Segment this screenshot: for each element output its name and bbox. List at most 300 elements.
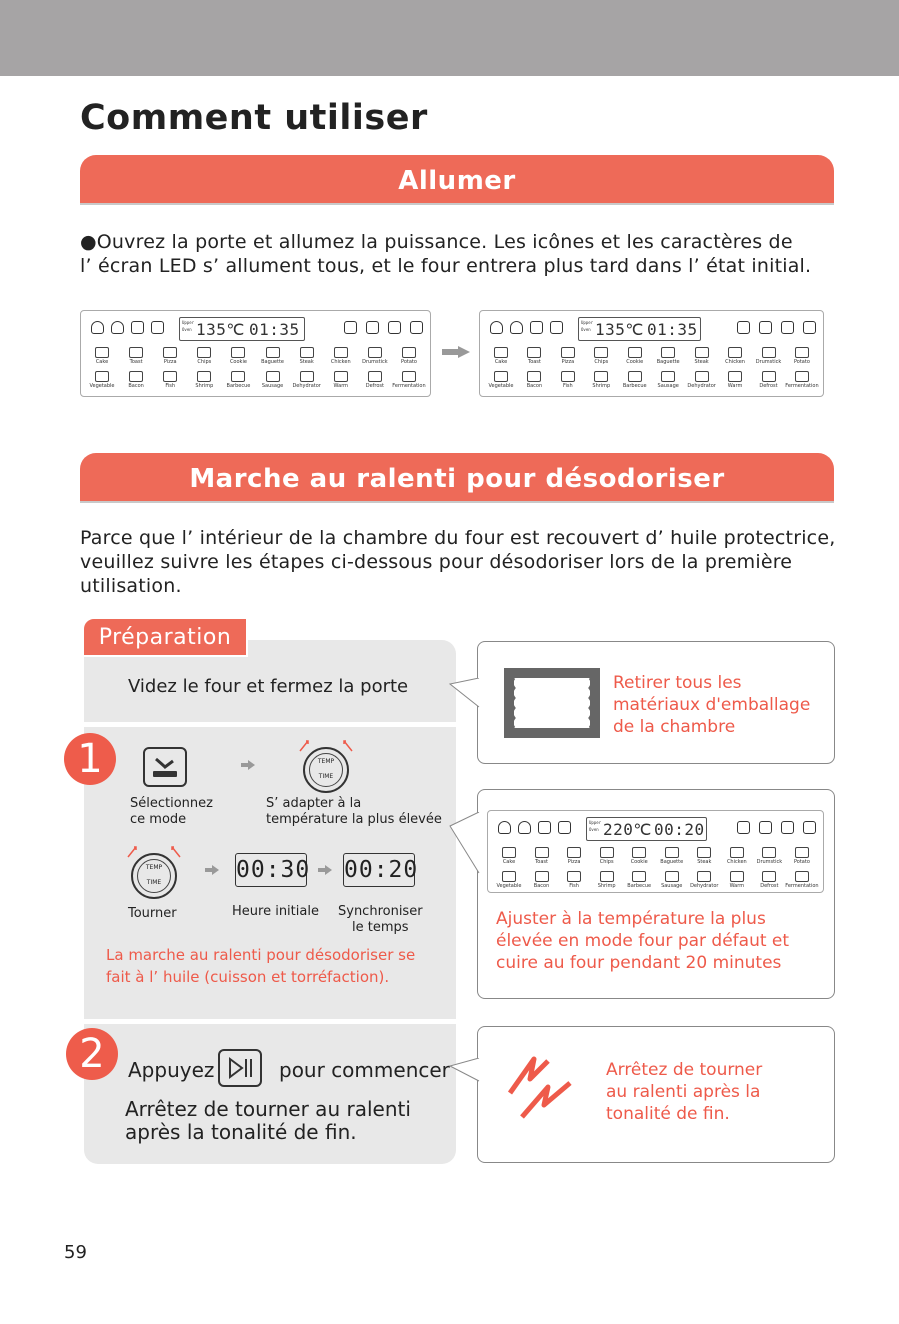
panel-food-item — [653, 347, 683, 365]
preparation-tag: Préparation — [82, 617, 248, 657]
section-banner-allumer: Allumer — [80, 155, 834, 205]
panel-food-item — [787, 347, 817, 365]
panel-mode-button — [530, 321, 543, 334]
food-icon — [695, 371, 709, 382]
panel-food-item — [292, 347, 322, 365]
panel-food-item — [223, 347, 253, 365]
food-label: Potato — [401, 359, 417, 365]
food-label: Fish — [563, 383, 573, 389]
sync-time-label — [338, 904, 423, 936]
bake-mode-icon — [143, 747, 187, 787]
panel-food-item — [722, 847, 752, 865]
food-icon — [561, 347, 575, 358]
panel-icon-row — [486, 347, 817, 365]
press-label: Appuyez — [128, 1058, 215, 1082]
panel-food-item — [722, 871, 752, 889]
food-icon — [762, 371, 776, 382]
panel-function-button — [803, 821, 816, 834]
food-label: Fermentation — [785, 883, 819, 889]
food-icon — [795, 371, 809, 382]
food-icon — [494, 371, 508, 382]
page-number: 59 — [64, 1242, 87, 1263]
food-icon — [661, 371, 675, 382]
select-mode-line2: ce mode — [130, 812, 187, 827]
food-label: Dehydrator — [687, 383, 716, 389]
panel-icon-row — [87, 347, 424, 365]
callout-pointer — [448, 1058, 480, 1082]
food-label: Pizza — [567, 859, 581, 865]
food-label: Toast — [535, 859, 548, 865]
control-panel-initial — [479, 310, 824, 397]
food-label: Bacon — [533, 883, 550, 889]
step1-card-text — [496, 908, 789, 974]
food-label: Bacon — [526, 383, 543, 389]
panel-function-button — [759, 321, 772, 334]
food-icon — [197, 347, 211, 358]
food-label: Baguette — [656, 359, 680, 365]
adapt-temp-line1: S’ adapter à la — [266, 796, 362, 811]
food-icon — [695, 347, 709, 358]
food-icon — [502, 871, 516, 882]
panel-oven-label: Oven — [581, 327, 591, 332]
food-icon — [231, 371, 245, 382]
panel-food-item — [720, 371, 750, 389]
food-icon — [561, 371, 575, 382]
panel-food-item — [553, 371, 583, 389]
step2-stop-line2: après la tonalité de fin. — [125, 1120, 357, 1144]
food-icon — [567, 871, 581, 882]
to-start-label: pour commencer — [279, 1058, 450, 1082]
temp-time-knob — [303, 747, 349, 793]
step2-card-line2: au ralenti après la — [606, 1082, 761, 1102]
panel-function-button — [737, 321, 750, 334]
panel-function-button — [737, 821, 750, 834]
food-icon — [665, 871, 679, 882]
food-label: Potato — [793, 359, 810, 365]
food-label: Chicken — [330, 359, 351, 365]
panel-food-item — [689, 847, 719, 865]
step1-card-line2: élevée en mode four par défaut et — [496, 931, 790, 951]
panel-food-item — [624, 847, 654, 865]
food-icon — [95, 347, 109, 358]
sync-time-line2: le temps — [352, 920, 409, 935]
step2-card-line3: tonalité de fin. — [606, 1104, 730, 1124]
panel-function-button — [410, 321, 423, 334]
food-label: Dehydrator — [292, 383, 321, 389]
step1-note-line1: La marche au ralenti pour désodoriser se — [106, 946, 416, 964]
food-icon — [594, 371, 608, 382]
food-label: Pizza — [561, 359, 575, 365]
step2-card-line1: Arrêtez de tourner — [606, 1060, 763, 1080]
food-label: Drumstick — [756, 859, 783, 865]
panel-food-item — [394, 347, 424, 365]
food-label: Shrimp — [195, 383, 214, 389]
food-icon — [795, 347, 809, 358]
panel-mode-button — [558, 821, 571, 834]
panel-time-readout: 00:20 — [654, 820, 705, 839]
arrow-right-icon — [205, 865, 219, 875]
panel-display-row — [494, 817, 817, 841]
panel-food-item — [657, 847, 687, 865]
panel-lcd — [179, 317, 305, 341]
panel-function-button — [366, 321, 379, 334]
panel-function-button — [803, 321, 816, 334]
sound-alert-icon — [504, 1053, 588, 1123]
food-label: Chicken — [726, 859, 747, 865]
preparation-card-line1: Retirer tous les — [613, 673, 742, 693]
panel-upper-label: Upper — [589, 820, 602, 825]
food-label: Barbecue — [622, 383, 647, 389]
panel-food-item — [292, 371, 322, 389]
food-icon — [697, 871, 711, 882]
panel-display-row — [486, 317, 817, 341]
food-icon — [535, 871, 549, 882]
panel-food-item — [592, 871, 622, 889]
food-label: Cake — [502, 859, 516, 865]
food-icon — [231, 347, 245, 358]
panel-food-item — [787, 371, 817, 389]
food-label: Toast — [527, 359, 541, 365]
panel-food-item — [624, 871, 654, 889]
knob-temp-label: TEMP — [145, 864, 163, 871]
food-label: Chips — [594, 359, 609, 365]
panel-food-item — [787, 847, 817, 865]
step2-card — [477, 1026, 835, 1163]
panel-food-item — [754, 871, 784, 889]
food-label: Barbecue — [627, 883, 652, 889]
food-icon — [502, 847, 516, 858]
food-icon — [402, 347, 416, 358]
ralenti-text-line1: Parce que l’ intérieur de la chambre du four est recouvert d’ huile protectrice, — [80, 527, 836, 549]
panel-icon-row — [87, 371, 424, 389]
panel-mode-button — [131, 321, 144, 334]
ralenti-text — [80, 526, 840, 598]
panel-time-readout: 01:35 — [249, 320, 300, 339]
panel-icon-row — [494, 871, 817, 889]
panel-icon-row — [494, 847, 817, 865]
knob-time-label: TIME — [318, 773, 334, 780]
food-label: Chips — [599, 859, 614, 865]
panel-upper-label: Upper — [182, 320, 195, 325]
panel-food-item — [486, 371, 516, 389]
food-label: Sausage — [261, 383, 284, 389]
food-icon — [795, 847, 809, 858]
panel-food-item — [494, 847, 524, 865]
food-label: Defrost — [760, 883, 779, 889]
food-icon — [632, 847, 646, 858]
food-label: Cake — [95, 359, 109, 365]
panel-food-item — [87, 371, 117, 389]
panel-food-item — [754, 371, 784, 389]
step1-card-line3: cuire au four pendant 20 minutes — [496, 953, 782, 973]
food-label: Warm — [727, 383, 743, 389]
panel-function-button — [759, 821, 772, 834]
food-label: Fermentation — [785, 383, 819, 389]
food-icon — [730, 847, 744, 858]
preparation-card — [477, 641, 835, 764]
food-label: Dehydrator — [690, 883, 719, 889]
food-label: Defrost — [759, 383, 778, 389]
food-label: Shrimp — [597, 883, 616, 889]
rotate-arrows-icon — [296, 739, 356, 753]
panel-food-item — [754, 347, 784, 365]
food-icon — [567, 847, 581, 858]
panel-food-item — [258, 371, 288, 389]
panel-mode-button — [490, 321, 503, 334]
adapt-temp-label — [266, 796, 442, 828]
food-icon — [594, 347, 608, 358]
step1-card-line1: Ajuster à la température la plus — [496, 909, 766, 929]
step2-card-text — [606, 1059, 762, 1125]
select-mode-line1: Sélectionnez — [130, 796, 213, 811]
step2-stop-text — [125, 1098, 411, 1144]
food-icon — [334, 371, 348, 382]
panel-food-item — [586, 371, 616, 389]
food-icon — [762, 347, 776, 358]
panel-food-item — [592, 847, 622, 865]
food-label: Sausage — [657, 383, 679, 389]
panel-food-item — [326, 347, 356, 365]
panel-mode-button — [91, 321, 104, 334]
panel-food-item — [689, 871, 719, 889]
food-label: Baguette — [261, 359, 284, 365]
food-label: Pizza — [163, 359, 177, 365]
panel-function-button — [388, 321, 401, 334]
panel-upper-label: Upper — [581, 320, 594, 325]
food-label: Toast — [129, 359, 143, 365]
panel-food-item — [326, 371, 356, 389]
panel-food-item — [189, 347, 219, 365]
section-banner-ralenti: Marche au ralenti pour désodoriser — [80, 453, 834, 503]
panel-food-item — [620, 347, 650, 365]
food-label: Steak — [697, 859, 712, 865]
callout-pointer — [448, 812, 480, 874]
food-label: Chips — [197, 359, 212, 365]
panel-function-button — [781, 321, 794, 334]
food-icon — [661, 347, 675, 358]
food-label: Cookie — [626, 359, 644, 365]
food-icon — [665, 847, 679, 858]
panel-temp-readout: 220℃ — [603, 820, 652, 839]
panel-food-item — [121, 371, 151, 389]
panel-food-item — [687, 371, 717, 389]
food-label: Baguette — [660, 859, 684, 865]
panel-mode-button — [111, 321, 124, 334]
food-icon — [129, 347, 143, 358]
food-label: Potato — [793, 859, 810, 865]
panel-time-readout: 01:35 — [647, 320, 698, 339]
food-icon — [197, 371, 211, 382]
knob-temp-label: TEMP — [317, 758, 335, 765]
food-icon — [300, 371, 314, 382]
preparation-card-text — [613, 672, 810, 738]
food-label: Vegetable — [89, 383, 115, 389]
callout-pointer — [448, 678, 480, 708]
food-label: Steak — [694, 359, 709, 365]
panel-food-item — [519, 371, 549, 389]
ralenti-text-line3: utilisation. — [80, 575, 182, 597]
step1-card — [477, 789, 835, 999]
control-panel-set — [487, 810, 824, 893]
initial-time-display: 00:30 — [235, 853, 307, 887]
food-icon — [728, 371, 742, 382]
panel-food-item — [394, 371, 424, 389]
temp-time-knob-turn — [131, 853, 177, 899]
panel-temp-readout: 135℃ — [595, 320, 644, 339]
panel-food-item — [155, 371, 185, 389]
panel-mode-button — [538, 821, 551, 834]
step1-note — [106, 944, 415, 988]
food-label: Fermentation — [392, 383, 426, 389]
food-label: Cookie — [229, 359, 247, 365]
panel-food-item — [527, 871, 557, 889]
food-icon — [600, 847, 614, 858]
food-label: Steak — [299, 359, 314, 365]
panel-food-item — [258, 347, 288, 365]
food-icon — [494, 347, 508, 358]
panel-function-button — [344, 321, 357, 334]
food-label: Barbecue — [226, 383, 251, 389]
panel-oven-label: Oven — [182, 327, 192, 332]
food-icon — [628, 347, 642, 358]
start-pause-button-icon — [218, 1049, 262, 1087]
panel-food-item — [653, 371, 683, 389]
food-label: Warm — [729, 883, 745, 889]
panel-food-item — [787, 871, 817, 889]
panel-lcd — [586, 817, 707, 841]
panel-food-item — [223, 371, 253, 389]
food-icon — [728, 347, 742, 358]
panel-food-item — [494, 871, 524, 889]
food-icon — [762, 847, 776, 858]
step1-number: 1 — [64, 733, 116, 785]
food-label: Vegetable — [488, 383, 514, 389]
arrow-right-icon — [442, 346, 470, 358]
panel-mode-button — [510, 321, 523, 334]
arrow-right-icon — [241, 760, 255, 770]
panel-food-item — [360, 371, 390, 389]
food-label: Drumstick — [362, 359, 388, 365]
panel-food-item — [657, 871, 687, 889]
food-icon — [300, 347, 314, 358]
panel-food-item — [360, 347, 390, 365]
preparation-instruction: Videz le four et fermez la porte — [128, 676, 409, 697]
food-icon — [628, 371, 642, 382]
panel-food-item — [189, 371, 219, 389]
sync-time-display: 00:20 — [343, 853, 415, 887]
ralenti-text-line2: veuillez suivre les étapes ci-dessous pour désodoriser lors de la première — [80, 551, 793, 573]
sync-time-line1: Synchroniser — [338, 904, 423, 919]
panel-food-item — [559, 847, 589, 865]
header-bar — [0, 0, 899, 76]
step2-number: 2 — [66, 1028, 118, 1080]
food-icon — [95, 371, 109, 382]
food-icon — [368, 347, 382, 358]
allumer-text-line1: ●Ouvrez la porte et allumez la puissance. Les icônes et les caractères de — [80, 231, 793, 253]
food-icon — [535, 847, 549, 858]
panel-function-button — [781, 821, 794, 834]
food-icon — [163, 347, 177, 358]
panel-food-item — [87, 347, 117, 365]
food-icon — [730, 871, 744, 882]
food-label: Warm — [333, 383, 349, 389]
panel-mode-button — [498, 821, 511, 834]
arrow-right-icon — [318, 865, 332, 875]
food-label: Fish — [569, 883, 579, 889]
food-icon — [402, 371, 416, 382]
turn-label: Tourner — [128, 906, 177, 921]
panel-icon-row — [486, 371, 817, 389]
knob-time-label: TIME — [146, 879, 162, 886]
panel-food-item — [720, 347, 750, 365]
panel-mode-button — [518, 821, 531, 834]
food-icon — [368, 371, 382, 382]
step1-note-line2: fait à l’ huile (cuisson et torréfaction). — [106, 968, 390, 986]
panel-mode-button — [151, 321, 164, 334]
page-title: Comment utiliser — [80, 98, 428, 138]
food-icon — [600, 871, 614, 882]
food-label: Cake — [494, 359, 508, 365]
initial-time-label: Heure initiale — [232, 904, 319, 919]
food-icon — [632, 871, 646, 882]
panel-food-item — [121, 347, 151, 365]
food-icon — [163, 371, 177, 382]
panel-food-item — [754, 847, 784, 865]
panel-food-item — [687, 347, 717, 365]
food-icon — [129, 371, 143, 382]
food-label: Chicken — [725, 359, 745, 365]
food-label: Cookie — [630, 859, 648, 865]
food-icon — [795, 871, 809, 882]
panel-food-item — [553, 347, 583, 365]
panel-food-item — [519, 347, 549, 365]
panel-food-item — [559, 871, 589, 889]
food-icon — [266, 347, 280, 358]
panel-mode-button — [550, 321, 563, 334]
select-mode-label — [130, 796, 213, 828]
food-label: Shrimp — [592, 383, 611, 389]
panel-temp-readout: 135℃ — [196, 320, 245, 339]
panel-oven-label: Oven — [589, 827, 599, 832]
adapt-temp-line2: température la plus élevée — [266, 812, 442, 827]
panel-food-item — [620, 371, 650, 389]
food-icon — [697, 847, 711, 858]
panel-food-item — [527, 847, 557, 865]
step2-stop-line1: Arrêtez de tourner au ralenti — [125, 1097, 411, 1121]
food-icon — [527, 371, 541, 382]
allumer-text — [80, 230, 840, 278]
food-icon — [266, 371, 280, 382]
chamber-icon — [504, 668, 600, 738]
control-panel-all-on — [80, 310, 431, 397]
panel-lcd — [578, 317, 701, 341]
food-label: Sausage — [661, 883, 683, 889]
preparation-card-line3: de la chambre — [613, 717, 736, 737]
food-icon — [334, 347, 348, 358]
food-label: Bacon — [128, 383, 144, 389]
panel-food-item — [155, 347, 185, 365]
panel-display-row — [87, 317, 424, 341]
preparation-card-line2: matériaux d'emballage — [613, 695, 811, 715]
panel-food-item — [586, 347, 616, 365]
allumer-text-line2: l’ écran LED s’ allument tous, et le four entrera plus tard dans l’ état initial. — [80, 255, 812, 277]
food-label: Drumstick — [755, 359, 782, 365]
food-icon — [762, 871, 776, 882]
food-icon — [527, 347, 541, 358]
food-label: Fish — [165, 383, 176, 389]
food-label: Vegetable — [496, 883, 522, 889]
food-label: Defrost — [365, 383, 384, 389]
